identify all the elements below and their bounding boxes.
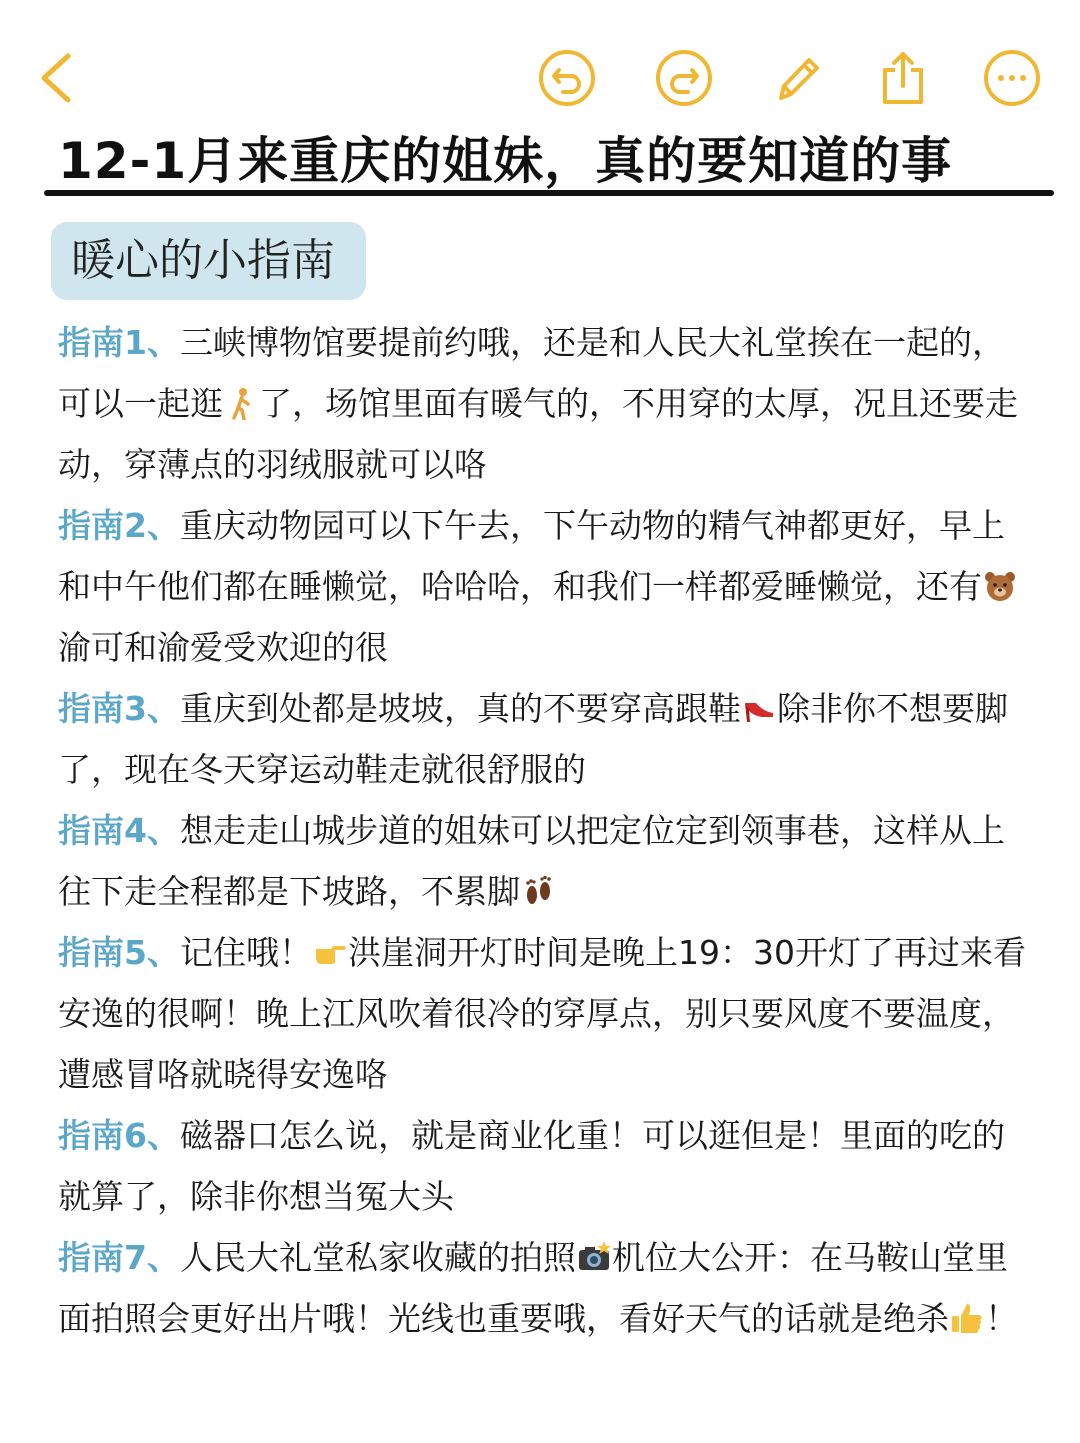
- camera-flash-emoji: [577, 1240, 611, 1274]
- title-underline: [44, 190, 1054, 196]
- guide-text: ！: [985, 1299, 1018, 1338]
- guide-item-1: [58, 312, 1033, 495]
- chevron-left-icon: [30, 48, 90, 108]
- guide-item-4: [58, 800, 1033, 922]
- guide-label: 指南6、: [58, 1116, 180, 1155]
- guide-list: [58, 312, 1033, 1349]
- guide-text: 三峡博物馆要提前约哦，还是和人民大礼堂挨在一起的，可以一起逛: [58, 323, 1005, 423]
- edit-button[interactable]: [767, 48, 827, 108]
- guide-item-2: [58, 495, 1033, 678]
- guide-text: 磁器口怎么说，就是商业化重！可以逛但是！里面的吃的就算了，除非你想当冤大头: [58, 1116, 1005, 1216]
- guide-label: 指南1、: [58, 323, 180, 362]
- guide-item-5: [58, 922, 1033, 1105]
- guide-text: 渝可和渝爱受欢迎的很: [58, 628, 388, 667]
- guide-item-3: [58, 678, 1033, 800]
- walking-person-emoji: [224, 386, 258, 420]
- guide-label: 指南3、: [58, 689, 180, 728]
- toolbar: [0, 0, 1080, 130]
- redo-button[interactable]: [654, 48, 714, 108]
- undo-icon: [537, 48, 597, 108]
- pointing-right-emoji: [313, 935, 347, 969]
- footprints-emoji: [521, 874, 555, 908]
- guide-text: 人民大礼堂私家收藏的拍照: [179, 1238, 576, 1277]
- thumbs-up-emoji: [950, 1301, 984, 1335]
- guide-label: 指南5、: [58, 933, 180, 972]
- back-button[interactable]: [30, 48, 90, 108]
- undo-button[interactable]: [537, 48, 597, 108]
- guide-text: 重庆动物园可以下午去，下午动物的精气神都更好，早上和中午他们都在睡懒觉，哈哈哈，和我们一样都爱睡懒觉，还有: [58, 506, 1005, 606]
- guide-text: 机位大公开：在马鞍山堂里面拍照会更好出片哦！光线也重要哦，看好天气的话就是绝杀: [58, 1238, 1008, 1338]
- more-button[interactable]: [982, 48, 1042, 108]
- guide-item-6: [58, 1105, 1033, 1227]
- guide-text: 了，场馆里面有暖气的，不用穿的太厚，况且还要走动，穿薄点的羽绒服就可以咯: [58, 384, 1018, 484]
- guide-label: 指南2、: [58, 506, 180, 545]
- bear-face-emoji: [983, 569, 1017, 603]
- redo-icon: [654, 48, 714, 108]
- share-icon: [873, 48, 933, 108]
- guide-text: 想走走山城步道的姐妹可以把定位定到领事巷，这样从上往下走全程都是下坡路，不累脚: [58, 811, 1005, 911]
- pencil-icon: [767, 48, 827, 108]
- guide-item-7: [58, 1227, 1033, 1349]
- guide-text: 记住哦！: [179, 933, 312, 972]
- guide-label: 指南7、: [58, 1238, 180, 1277]
- section-heading: [51, 222, 366, 300]
- share-button[interactable]: [873, 48, 933, 108]
- more-icon: [982, 48, 1042, 108]
- guide-text: 重庆到处都是坡坡，真的不要穿高跟鞋: [179, 689, 741, 728]
- guide-text: 除非你不想要脚了，现在冬天穿运动鞋走就很舒服的: [58, 689, 1008, 789]
- page-title: 12-1月来重庆的姐妹，真的要知道的事: [58, 132, 953, 190]
- guide-label: 指南4、: [58, 811, 180, 850]
- section-heading-label: 暖心的小指南: [71, 235, 335, 286]
- guide-text: 洪崖洞开灯时间是晚上19：30开灯了再过来看安逸的很啊！晚上江风吹着很冷的穿厚点，别只要风度不要温度，遭感冒咯就晓得安逸咯: [58, 933, 1026, 1094]
- high-heel-emoji: [742, 691, 776, 725]
